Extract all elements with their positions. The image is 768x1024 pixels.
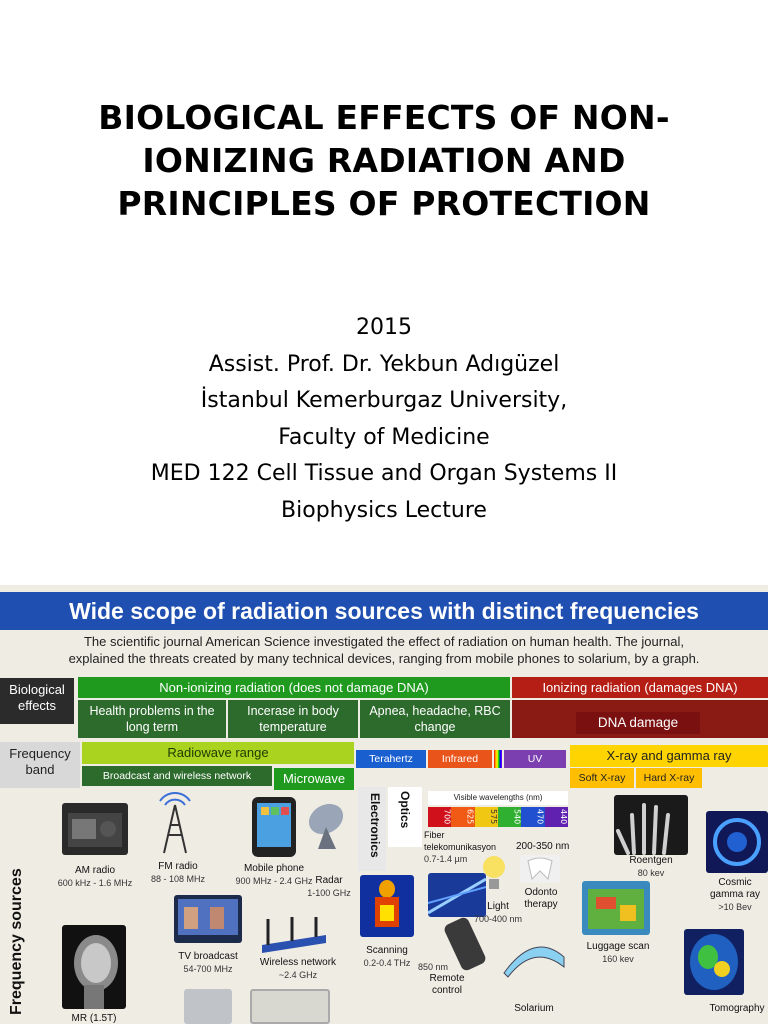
wavelength-625: 625	[451, 807, 474, 827]
mr-scan-image	[62, 925, 126, 1009]
am-radio-image	[62, 803, 128, 855]
title-line-2: IONIZING RADIATION AND	[142, 141, 626, 180]
faculty: Faculty of Medicine	[278, 424, 490, 450]
tv-caption	[168, 951, 248, 975]
wavelength-470: 470	[521, 807, 544, 827]
wavelength-700: 700	[428, 807, 451, 827]
frequency-band-label: Frequency band	[0, 742, 80, 788]
odonto-freq: 200-350 nm	[516, 841, 570, 852]
luggage-caption	[576, 941, 660, 965]
broadcast-network-band: Broadcast and wireless network	[82, 766, 272, 786]
xray-hand-image	[614, 795, 688, 855]
cosmic-image	[706, 811, 768, 873]
ionizing-banner: Ionizing radiation (damages DNA)	[512, 677, 768, 698]
dental-image	[520, 855, 560, 883]
electronics-label: Electronics	[368, 793, 382, 858]
am-radio-caption	[52, 865, 138, 889]
radar-name: Radar	[315, 875, 343, 886]
roentgen-freq: 80 kev	[637, 868, 665, 878]
hard-xray-band: Hard X-ray	[636, 768, 702, 788]
luggage-freq: 160 kev	[602, 954, 634, 964]
body-temperature-cell: Incerase in body temperature	[228, 700, 358, 738]
course: MED 122 Cell Tissue and Organ Systems II	[150, 461, 618, 486]
meter-image	[184, 989, 232, 1024]
visible-band	[494, 750, 502, 768]
intro-line-2: explained the threats created by many technical devices, ranging from mobile phones to solarium, by a graph.	[68, 651, 700, 666]
mobile-phone-name: Mobile phone	[243, 863, 305, 874]
roentgen-name: Roentgen	[629, 855, 673, 866]
fiber-name: Fiber telekomunikasyon	[424, 830, 497, 852]
tv-freq: 54-700 MHz	[183, 964, 233, 974]
apnea-cell: Apnea, headache, RBC change	[360, 700, 510, 738]
radar-dish-image	[302, 799, 352, 851]
microwave-band: Microwave	[274, 768, 354, 790]
wavelength-575: 575	[475, 807, 498, 827]
lecture: Biophysics Lecture	[281, 497, 487, 523]
light-freq: 700-400 nm	[473, 914, 523, 924]
tomography-image	[684, 929, 744, 995]
thermal-scan-image	[360, 875, 414, 937]
mobile-phone-image	[252, 797, 296, 857]
uv-band: UV	[504, 750, 566, 768]
tomography-caption: Tomography	[709, 1003, 765, 1014]
am-radio-freq: 600 kHz - 1.6 MHz	[57, 878, 133, 888]
wireless-freq: ~2.4 GHz	[278, 970, 318, 980]
non-ionizing-banner: Non-ionizing radiation (does not damage DNA)	[78, 677, 510, 698]
year: 2015	[356, 315, 412, 340]
light-name: Light	[487, 901, 509, 912]
wavelength-440: 440	[545, 807, 568, 827]
visible-wavelengths-label: Visible wavelengths (nm)	[428, 791, 568, 805]
cosmic-freq: >10 Bev	[718, 902, 752, 912]
slide-subtitle	[40, 310, 728, 529]
title-line-1: BIOLOGICAL EFFECTS OF NON-	[98, 98, 670, 137]
biological-effects-label: Biological effects	[0, 678, 74, 724]
infrared-band: Infrared	[428, 750, 492, 768]
optics-label: Optics	[398, 791, 412, 829]
solarium-image	[500, 937, 568, 979]
dna-damage-label: DNA damage	[576, 712, 700, 734]
light-bulb-image	[480, 853, 508, 893]
tv-name: TV broadcast	[178, 951, 238, 962]
am-radio-name: AM radio	[74, 865, 115, 876]
health-problems-cell: Health problems in the long term	[78, 700, 226, 738]
radiowave-range: Radiowave range	[82, 742, 354, 764]
roentgen-caption	[614, 855, 688, 879]
scanning-name: Scanning	[366, 945, 408, 956]
cosmic-caption	[702, 877, 768, 913]
slide-title	[40, 96, 728, 225]
intro-line-1: The scientific journal American Science investigated the effect of radiation on human health. The journal,	[83, 634, 685, 649]
microwave-oven-image	[250, 989, 330, 1024]
scanning-freq: 0.2-0.4 THz	[363, 958, 411, 968]
xray-gamma-band: X-ray and gamma ray	[570, 745, 768, 767]
router-image	[256, 915, 332, 953]
frequency-sources-label: Frequency sources	[8, 868, 25, 1015]
wireless-name: Wireless network	[259, 957, 337, 968]
luggage-scan-image	[582, 881, 650, 935]
fm-tower-image	[150, 791, 200, 855]
infographic-intro	[0, 633, 768, 667]
university: İstanbul Kemerburgaz University,	[200, 388, 568, 413]
radar-caption	[304, 875, 354, 899]
soft-xray-band: Soft X-ray	[570, 768, 634, 788]
mr-caption: MR (1.5T)	[71, 1013, 117, 1024]
remote-freq: 850 nm	[418, 962, 449, 972]
remote-name: Remote control	[429, 973, 465, 996]
solarium-caption: Solarium	[514, 1003, 554, 1014]
title-line-3: PRINCIPLES OF PROTECTION	[117, 184, 651, 223]
wireless-caption	[252, 957, 344, 981]
cosmic-name: Cosmic gamma ray	[709, 877, 760, 900]
terahertz-band: Terahertz	[356, 750, 426, 768]
author: Assist. Prof. Dr. Yekbun Adıgüzel	[208, 351, 560, 377]
fm-radio-name: FM radio	[158, 861, 198, 872]
remote-caption	[418, 961, 476, 997]
radiation-infographic	[0, 585, 768, 1024]
infographic-heading: Wide scope of radiation sources with distinct frequencies	[0, 592, 768, 630]
fm-radio-caption	[140, 861, 216, 885]
wavelength-strip	[428, 807, 568, 827]
wavelength-540: 540	[498, 807, 521, 827]
luggage-name: Luggage scan	[586, 941, 650, 952]
tv-image	[174, 895, 242, 943]
fm-radio-freq: 88 - 108 MHz	[150, 874, 206, 884]
fiber-freq: 0.7-1.4 µm	[424, 854, 468, 864]
mobile-phone-freq: 900 MHz - 2.4 GHz	[235, 876, 313, 886]
radar-freq: 1-100 GHz	[307, 888, 351, 898]
scanning-caption	[354, 945, 420, 969]
odonto-name: Odonto therapy	[524, 887, 558, 910]
